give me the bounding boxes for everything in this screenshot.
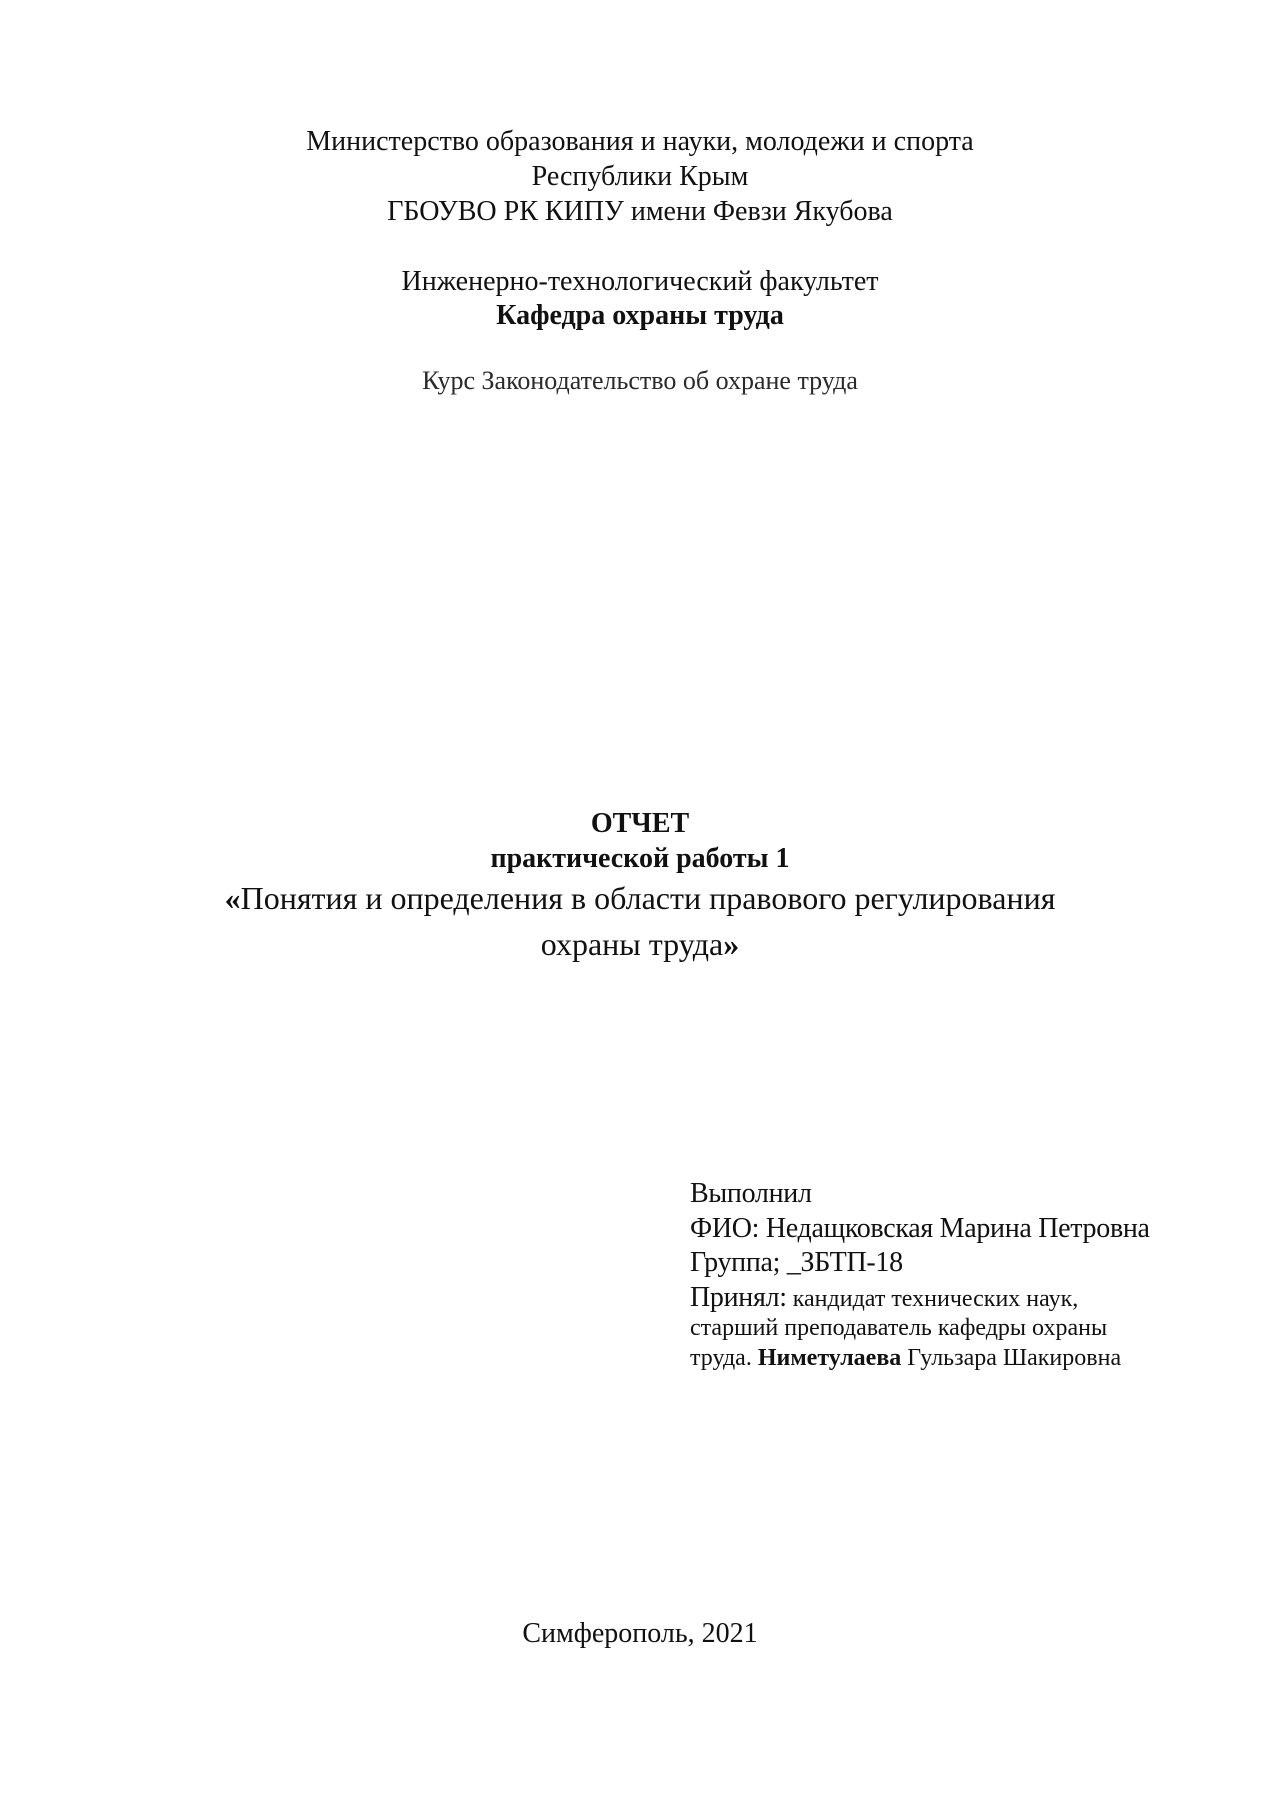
performed-label: Выполнил xyxy=(690,1178,812,1209)
ministry-line-2: Республики Крым xyxy=(531,161,749,192)
student-group: Группа; _ЗБТП-18 xyxy=(690,1247,903,1278)
accepted-label: Принял: xyxy=(690,1282,787,1313)
report-title-text-2: охраны труда xyxy=(540,926,724,962)
department-name: Кафедра охраны труда xyxy=(496,300,784,331)
quote-close: » xyxy=(723,926,740,962)
report-work-number: практической работы 1 xyxy=(490,843,790,874)
quote-open: « xyxy=(224,880,241,916)
city-year: Симферополь, 2021 xyxy=(522,1618,758,1649)
report-title-line-2 xyxy=(0,928,1280,960)
student-fio: ФИО: Недащковская Марина Петровна xyxy=(690,1213,1150,1244)
university-name: ГБОУВО РК КИПУ имени Февзи Якубова xyxy=(387,196,893,227)
faculty-name: Инженерно-технологический факультет xyxy=(401,266,879,297)
course-name: Курс Законодательство об охране труда xyxy=(422,366,858,395)
report-label: ОТЧЕТ xyxy=(590,808,690,839)
accepted-line-1 xyxy=(690,1284,1078,1312)
report-title-line-1 xyxy=(0,882,1280,914)
teacher-name: Гульзара Шакировна xyxy=(901,1345,1122,1371)
accepted-line-3 xyxy=(690,1346,1121,1370)
accepted-text-start: труда. xyxy=(690,1345,758,1371)
teacher-surname: Ниметулаева xyxy=(757,1345,902,1371)
report-title-text-1: Понятия и определения в области правового регулирования xyxy=(240,880,1056,916)
accepted-degree: кандидат технических наук, xyxy=(786,1286,1079,1312)
accepted-line-2: старший преподаватель кафедры охраны xyxy=(690,1315,1108,1341)
ministry-line-1: Министерство образования и науки, молодежи и спорта xyxy=(306,126,974,157)
